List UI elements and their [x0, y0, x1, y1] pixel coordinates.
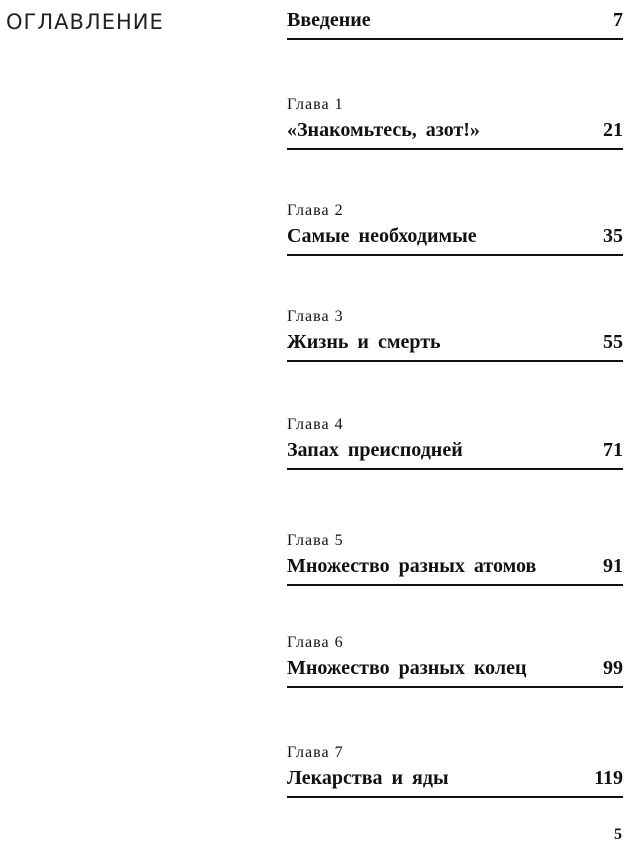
toc-entry-chapter-5: [287, 530, 623, 586]
toc-title-row: [287, 222, 623, 250]
page-title: ОГЛАВЛЕНИЕ: [6, 10, 164, 34]
toc-entry-title: Множество разных атомов: [287, 555, 537, 577]
toc-entry-chapter-3: [287, 306, 623, 362]
chapter-label: Глава 4: [287, 416, 344, 433]
toc-title-row: [287, 436, 623, 464]
toc-entry-title: Жизнь и смерть: [287, 331, 441, 353]
toc-page-number: 91: [603, 555, 623, 577]
chapter-label: Глава 2: [287, 202, 344, 219]
toc-divider: [287, 148, 623, 150]
toc-entry-title: Лекарства и яды: [287, 767, 449, 789]
toc-divider: [287, 468, 623, 470]
chapter-label: Глава 6: [287, 634, 344, 651]
toc-page-number: 7: [613, 9, 623, 31]
toc-entry-title: Введение: [287, 9, 371, 31]
toc-divider: [287, 38, 623, 40]
toc-divider: [287, 584, 623, 586]
toc-divider: [287, 360, 623, 362]
toc-title-row: [287, 764, 623, 792]
toc-entry-title: Запах преисподней: [287, 439, 463, 461]
toc-entry-title: Множество разных колец: [287, 657, 527, 679]
toc-entry-chapter-7: [287, 742, 623, 798]
toc-page-number: 21: [603, 119, 623, 141]
toc-page-number: 119: [594, 767, 623, 789]
chapter-label: Глава 7: [287, 744, 344, 761]
toc-page-number: 71: [603, 439, 623, 461]
toc-divider: [287, 796, 623, 798]
page-number: 5: [614, 826, 622, 843]
toc-title-row: [287, 6, 623, 34]
toc-title-row: [287, 552, 623, 580]
chapter-label: Глава 1: [287, 96, 344, 113]
chapter-label: Глава 5: [287, 532, 344, 549]
toc-title-row: [287, 328, 623, 356]
toc-entry-chapter-6: [287, 632, 623, 688]
toc-entry-title: «Знакомьтесь, азот!»: [287, 119, 480, 141]
toc-page-number: 35: [603, 225, 623, 247]
toc-divider: [287, 254, 623, 256]
chapter-label: Глава 3: [287, 308, 344, 325]
toc-divider: [287, 686, 623, 688]
toc-entry-title: Самые необходимые: [287, 225, 477, 247]
toc-title-row: [287, 654, 623, 682]
toc-title-row: [287, 116, 623, 144]
toc-entry-intro: [287, 6, 623, 40]
toc-page-number: 99: [603, 657, 623, 679]
toc-page-number: 55: [603, 331, 623, 353]
toc-entry-chapter-2: [287, 200, 623, 256]
toc-entry-chapter-4: [287, 414, 623, 470]
toc-entry-chapter-1: [287, 94, 623, 150]
